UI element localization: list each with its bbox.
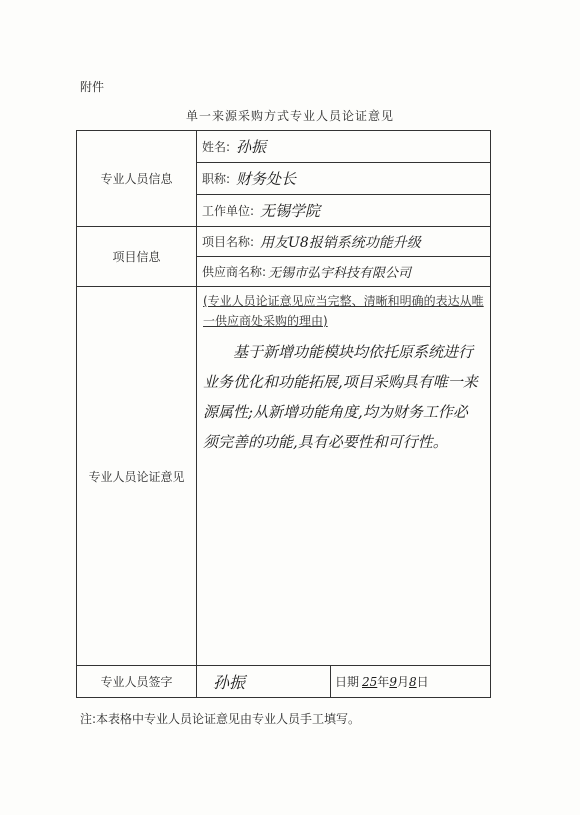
name-cell	[197, 131, 491, 163]
project-info-label: 项目信息	[112, 250, 161, 264]
project-row	[77, 227, 491, 257]
project-value: 用友U8报销系统功能升级	[260, 234, 421, 251]
project-cell	[197, 227, 491, 257]
date-year-suffix: 年	[377, 675, 390, 689]
opinion-form-table	[76, 130, 491, 698]
supplier-cell	[197, 257, 491, 287]
date-day-suffix: 日	[416, 675, 429, 689]
date-cell	[331, 666, 491, 698]
signature-label-cell	[77, 666, 197, 698]
opinion-label-cell	[77, 287, 197, 666]
name-row	[77, 131, 491, 163]
personnel-info-label: 专业人员信息	[100, 172, 173, 186]
title-cell	[197, 163, 491, 195]
date-year: 25	[362, 674, 378, 689]
opinion-hint: (专业人员论证意见应当完整、清晰和明确的表达从唯一供应商处采购的理由)	[203, 294, 484, 328]
signature-label: 专业人员签字	[100, 675, 173, 689]
title-value: 财务处长	[236, 170, 297, 188]
opinion-label: 专业人员论证意见	[88, 469, 185, 484]
opinion-row	[77, 287, 491, 666]
name-label: 姓名:	[202, 140, 231, 154]
unit-label: 工作单位:	[202, 204, 255, 218]
date-label: 日期	[335, 675, 360, 689]
unit-cell	[197, 195, 491, 227]
date-month-suffix: 月	[396, 675, 409, 689]
date-day: 8	[408, 674, 417, 689]
project-label: 项目名称:	[202, 235, 255, 249]
unit-value: 无锡学院	[260, 202, 321, 220]
signer-signature: 孙振	[213, 673, 246, 692]
name-value: 孙振	[236, 138, 267, 156]
signature-row	[77, 666, 491, 698]
attachment-label: 附件	[80, 80, 105, 94]
title-label: 职称:	[202, 172, 231, 186]
opinion-text: 基于新增功能模块均依托原系统进行业务优化和功能拓展,项目采购具有唯一来源属性;从新增功能角度,均为财务工作必须完善的功能,具有必要性和可行性。	[203, 343, 478, 451]
supplier-label: 供应商名称:	[202, 265, 267, 279]
opinion-content-cell	[197, 287, 491, 666]
document-title: 单一来源采购方式专业人员论证意见	[185, 109, 394, 123]
supplier-value: 无锡市弘宇科技有限公司	[268, 266, 412, 281]
footnote: 注:本表格中专业人员论证意见由专业人员手工填写。	[80, 712, 361, 726]
project-info-cell	[77, 227, 197, 287]
personnel-info-cell	[77, 131, 197, 227]
date-month: 9	[389, 674, 397, 689]
signature-cell	[197, 666, 331, 698]
